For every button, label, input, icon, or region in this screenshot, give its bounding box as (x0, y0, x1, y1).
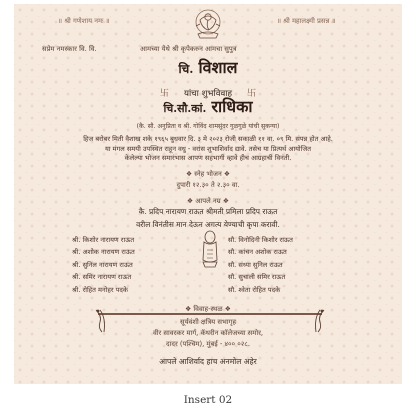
invitation-card (14, 4, 402, 384)
list-item: श्री. सुनिल नारायण राऊत (72, 260, 133, 269)
groom-line (14, 56, 402, 78)
venue-address-1: वीर सावरकर मार्ग, कॅथरीन कॉलेजच्या समोर, (152, 329, 264, 337)
list-item: श्री. रोहित मनोहर पदके (72, 285, 128, 294)
meal-title: ❖ स्नेह भोजन ❖ (185, 170, 231, 178)
swastika-left-icon: 卐 (159, 89, 169, 99)
groom-prefix: चि. (178, 62, 194, 76)
venue-name: सूर्यवंशी क्षत्रिय सभागृह (180, 318, 236, 326)
hosts-names: कै. प्रदिप नारायण राऊत श्रीमती प्रमिला प्रदिप राऊत (138, 207, 278, 216)
list-item: सौ. श्वेता रोहित पदके (228, 285, 281, 294)
list-item: सौ. कांचन अशोक राऊत (228, 248, 287, 257)
ganesha-icon (190, 8, 226, 40)
hosts-title: ❖ आपले नम्र ❖ (187, 197, 229, 205)
groom-name: विशाल (198, 58, 238, 77)
relatives-left-list (72, 234, 135, 296)
bride-line (14, 95, 402, 117)
relatives-right-list (228, 234, 293, 296)
list-item: सौ. सुचाली समिर राऊत (228, 273, 286, 282)
closing-text: आपले आशिर्वाद हाच अनमोल अहेर (159, 357, 257, 366)
blessing-text: आमच्या येथे श्री कृपेकरुन आमचा सुपुत्र (140, 45, 237, 53)
list-item: सौ. विनोदिनी किशोर राऊत (228, 236, 293, 244)
list-item: श्री. अशोक नारायण राऊत (72, 248, 135, 257)
asterism-icon: ❖ (185, 170, 195, 178)
greeting-text: सप्रेम नमस्कार वि. वि. (42, 45, 97, 53)
venue-address-2: दादर (पश्चिम), मुंबई - ४०० ०२८. (165, 340, 251, 348)
list-item: श्री. किशोर नारायण राऊत (72, 236, 135, 244)
swastika-right-icon: 卐 (247, 89, 257, 99)
list-item: सौ. संध्या सुनिल राऊत (228, 260, 283, 269)
wedding-text: यांचा शुभविवाह (183, 89, 233, 99)
hosts-request: वरील विनंतीस मान देऊन अगत्य येण्याची कृपा करावी. (136, 220, 280, 229)
image-caption: Insert 02 (183, 394, 233, 406)
bride-name: राधिका (211, 97, 253, 116)
bride-prefix: चि.सौ.कां. (163, 102, 207, 115)
list-item: श्री. समिर नारायण राऊत (72, 273, 132, 282)
meal-time: दुपारी १२.३० ते २.३० वा. (176, 181, 240, 189)
bride-parents-text: (कै. सौ. अनुप्रिता व श्री. गोविंद शामसुंदर गुळगुळे यांची सुकन्या) (136, 123, 280, 130)
bride-groom-icon (200, 230, 220, 268)
header-left-text: ॥ श्री गणेशाय नमः ॥ (58, 17, 110, 25)
body-paragraph (14, 135, 402, 164)
venue-divider (98, 313, 322, 315)
header-right-text: ॥ श्री महालक्ष्मी प्रसन्न ॥ (277, 17, 336, 25)
body-line-2: या मंगल समयी उपस्थित राहून वधु - वरांस शुभाशिर्वाद द्यावे. तसेच या प्रित्यर्थ आयोजित (105, 144, 311, 153)
body-line-3: केलेल्या भोजन समारंभास आपण सहभागी व्हावे हीच आग्रहाची विनंती. (124, 154, 292, 163)
venue-title: ❖ विवाह-स्थळ ❖ (185, 305, 231, 313)
body-line-1: हिज बरोबर मिती वैशाख शके १९६५ बुधवार दि. ३ मे २०२३ रोजी सकाळी ११ वा. ०९ मि. संपन्न होत आहे. (83, 135, 333, 143)
